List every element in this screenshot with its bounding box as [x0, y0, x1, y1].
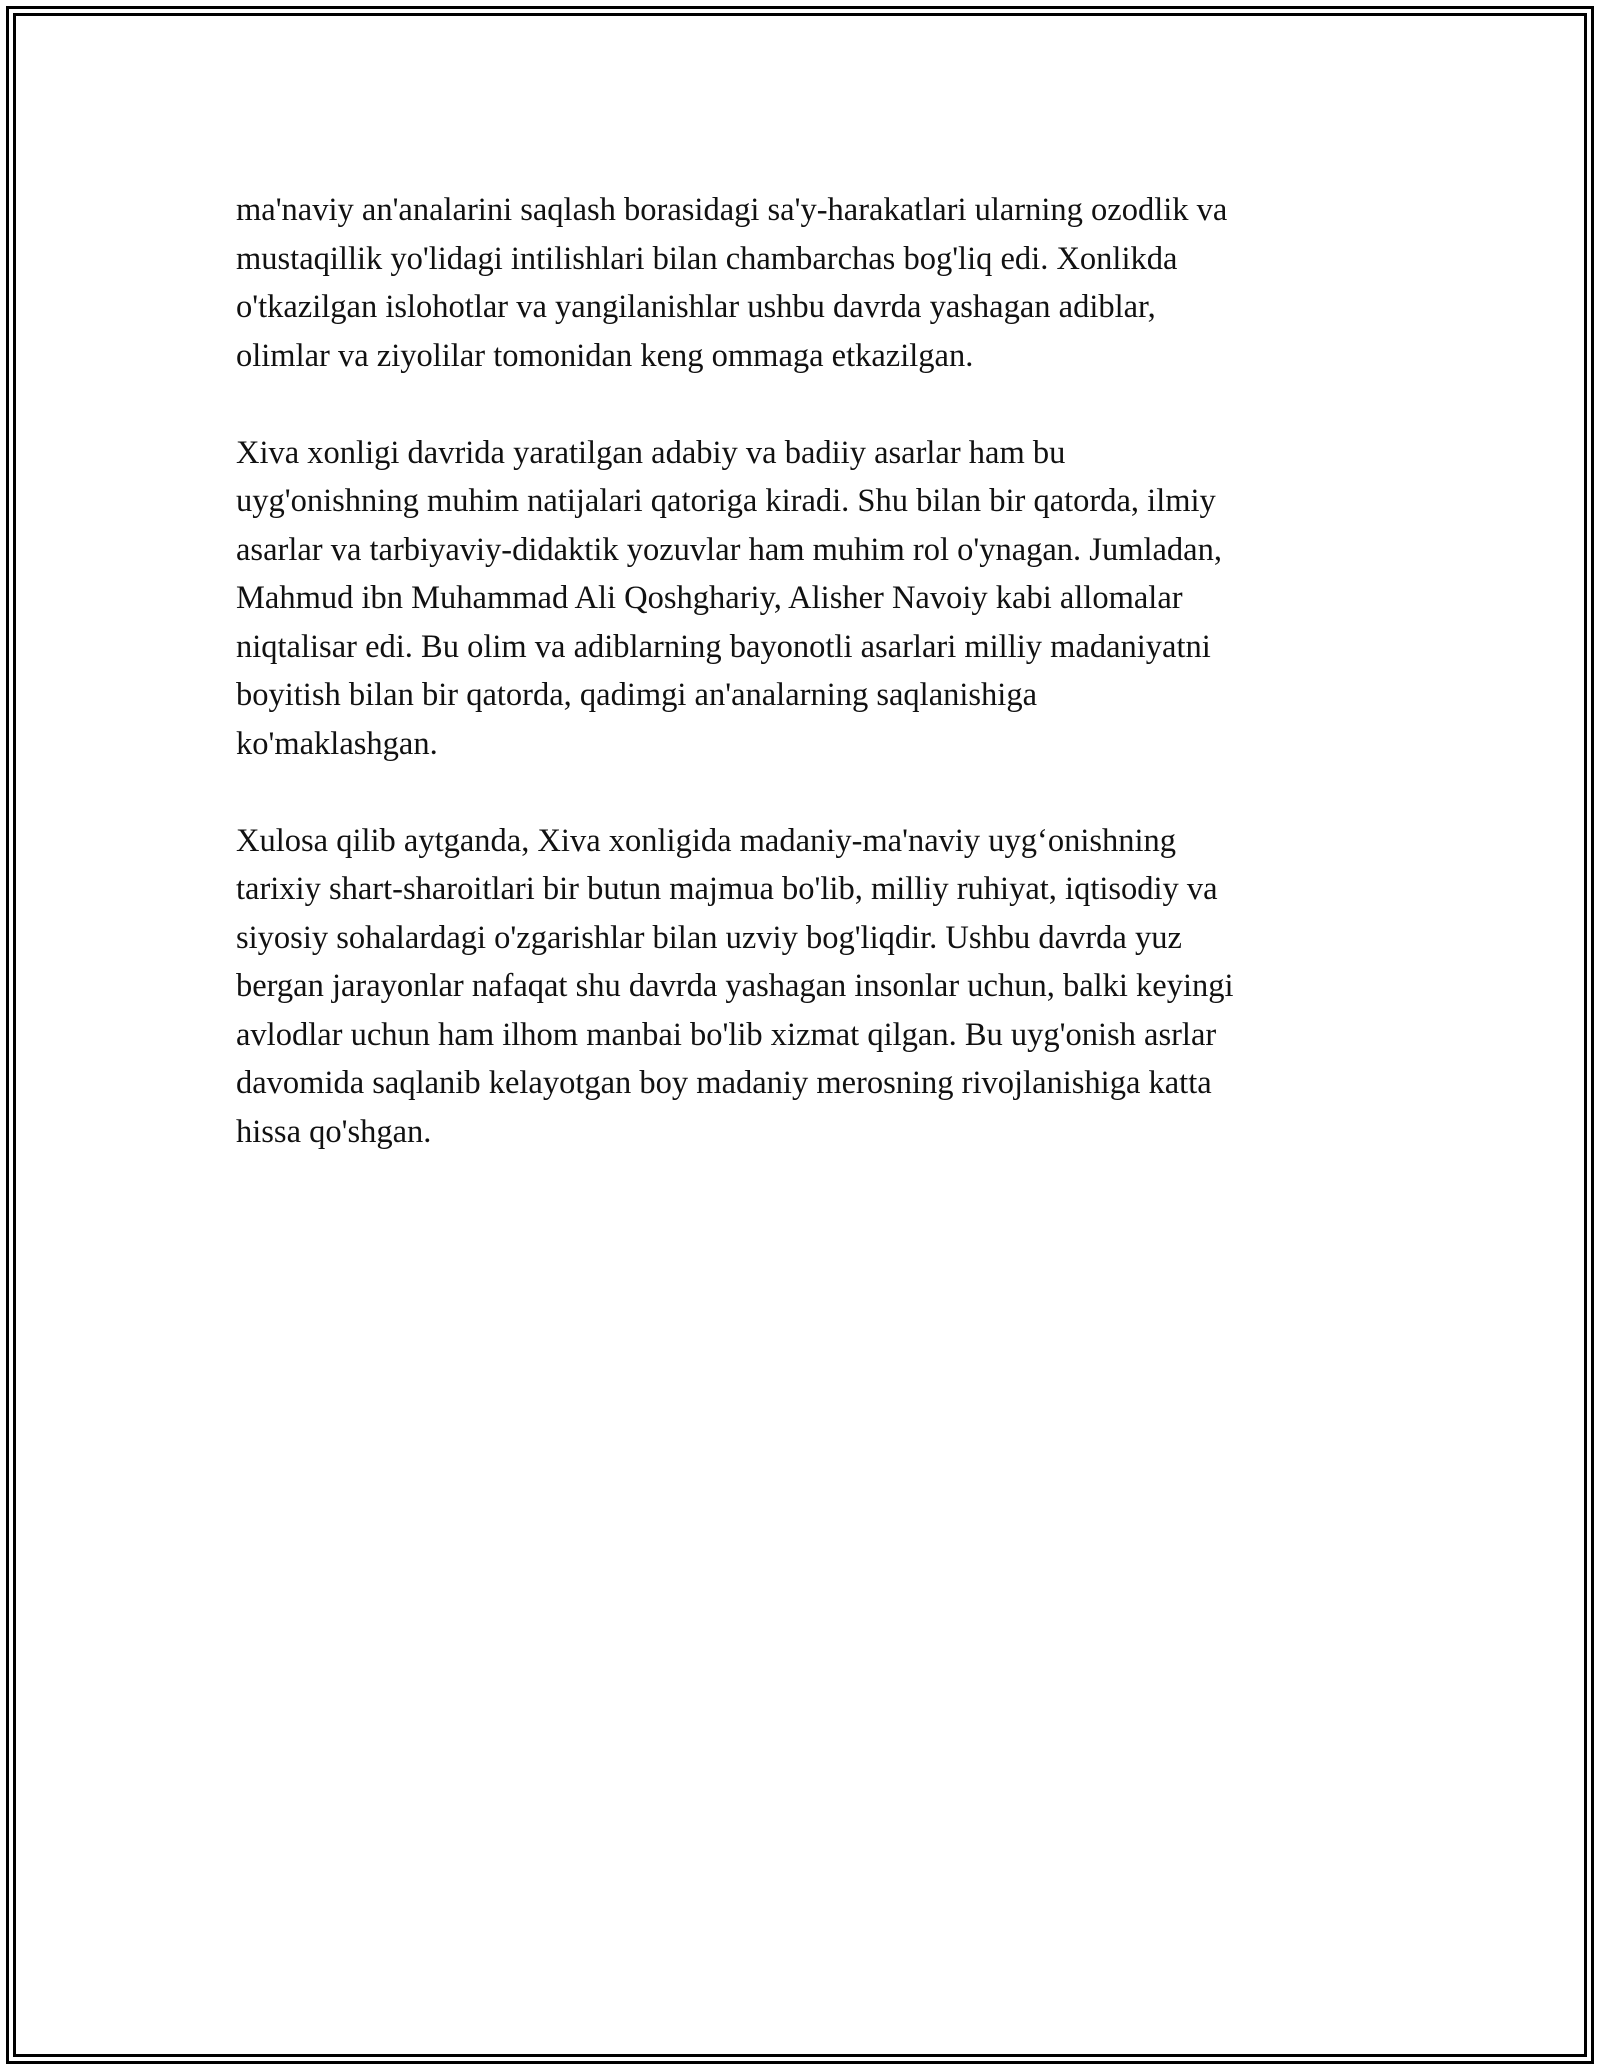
text-line: niqtalisar edi. Bu olim va adiblarning bayonotli asarlari milliy madaniyatni	[236, 628, 1211, 665]
paragraph-1	[236, 186, 1371, 380]
document-body	[236, 186, 1371, 1205]
text-line: Xiva xonligi davrida yaratilgan adabiy va badiiy asarlar ham bu	[236, 434, 1066, 471]
text-line: ko'maklashgan.	[236, 725, 438, 762]
text-line: uyg'onishning muhim natijalari qatoriga kiradi. Shu bilan bir qatorda, ilmiy	[236, 483, 1216, 519]
paragraph-2	[236, 429, 1371, 769]
text-line: tarixiy shart-sharoitlari bir butun majmua bo'lib, milliy ruhiyat, iqtisodiy va	[236, 871, 1218, 907]
text-line: Mahmud ibn Muhammad Ali Qoshghariy, Alisher Navoiy kabi allomalar	[236, 580, 1183, 616]
text-line: davomida saqlanib kelayotgan boy madaniy merosning rivojlanishiga katta	[236, 1065, 1212, 1101]
text-line: olimlar va ziyolilar tomonidan keng ommaga etkazilgan.	[236, 337, 974, 374]
paragraph-3	[236, 817, 1371, 1157]
text-line: o'tkazilgan islohotlar va yangilanishlar ushbu davrda yashagan adiblar,	[236, 289, 1156, 325]
text-line: hissa qo'shgan.	[236, 1113, 432, 1150]
text-line: ma'naviy an'analarini saqlash borasidagi sa'y-harakatlari ularning ozodlik va	[236, 192, 1228, 228]
text-line: bergan jarayonlar nafaqat shu davrda yashagan insonlar uchun, balki keyingi	[236, 968, 1234, 1004]
text-line: avlodlar uchun ham ilhom manbai bo'lib xizmat qilgan. Bu uyg'onish asrlar	[236, 1016, 1217, 1053]
text-line: asarlar va tarbiyaviy-didaktik yozuvlar ham muhim rol o'ynagan. Jumladan,	[236, 531, 1222, 568]
text-line: siyosiy sohalardagi o'zgarishlar bilan uzviy bog'liqdir. Ushbu davrda yuz	[236, 919, 1182, 956]
text-line: mustaqillik yo'lidagi intilishlari bilan chambarchas bog'liq edi. Xonlikda	[236, 240, 1178, 277]
text-line: boyitish bilan bir qatorda, qadimgi an'analarning saqlanishiga	[236, 677, 1038, 713]
text-line: Xulosa qilib aytganda, Xiva xonligida madaniy-ma'naviy uyg‘onishning	[236, 822, 1177, 859]
